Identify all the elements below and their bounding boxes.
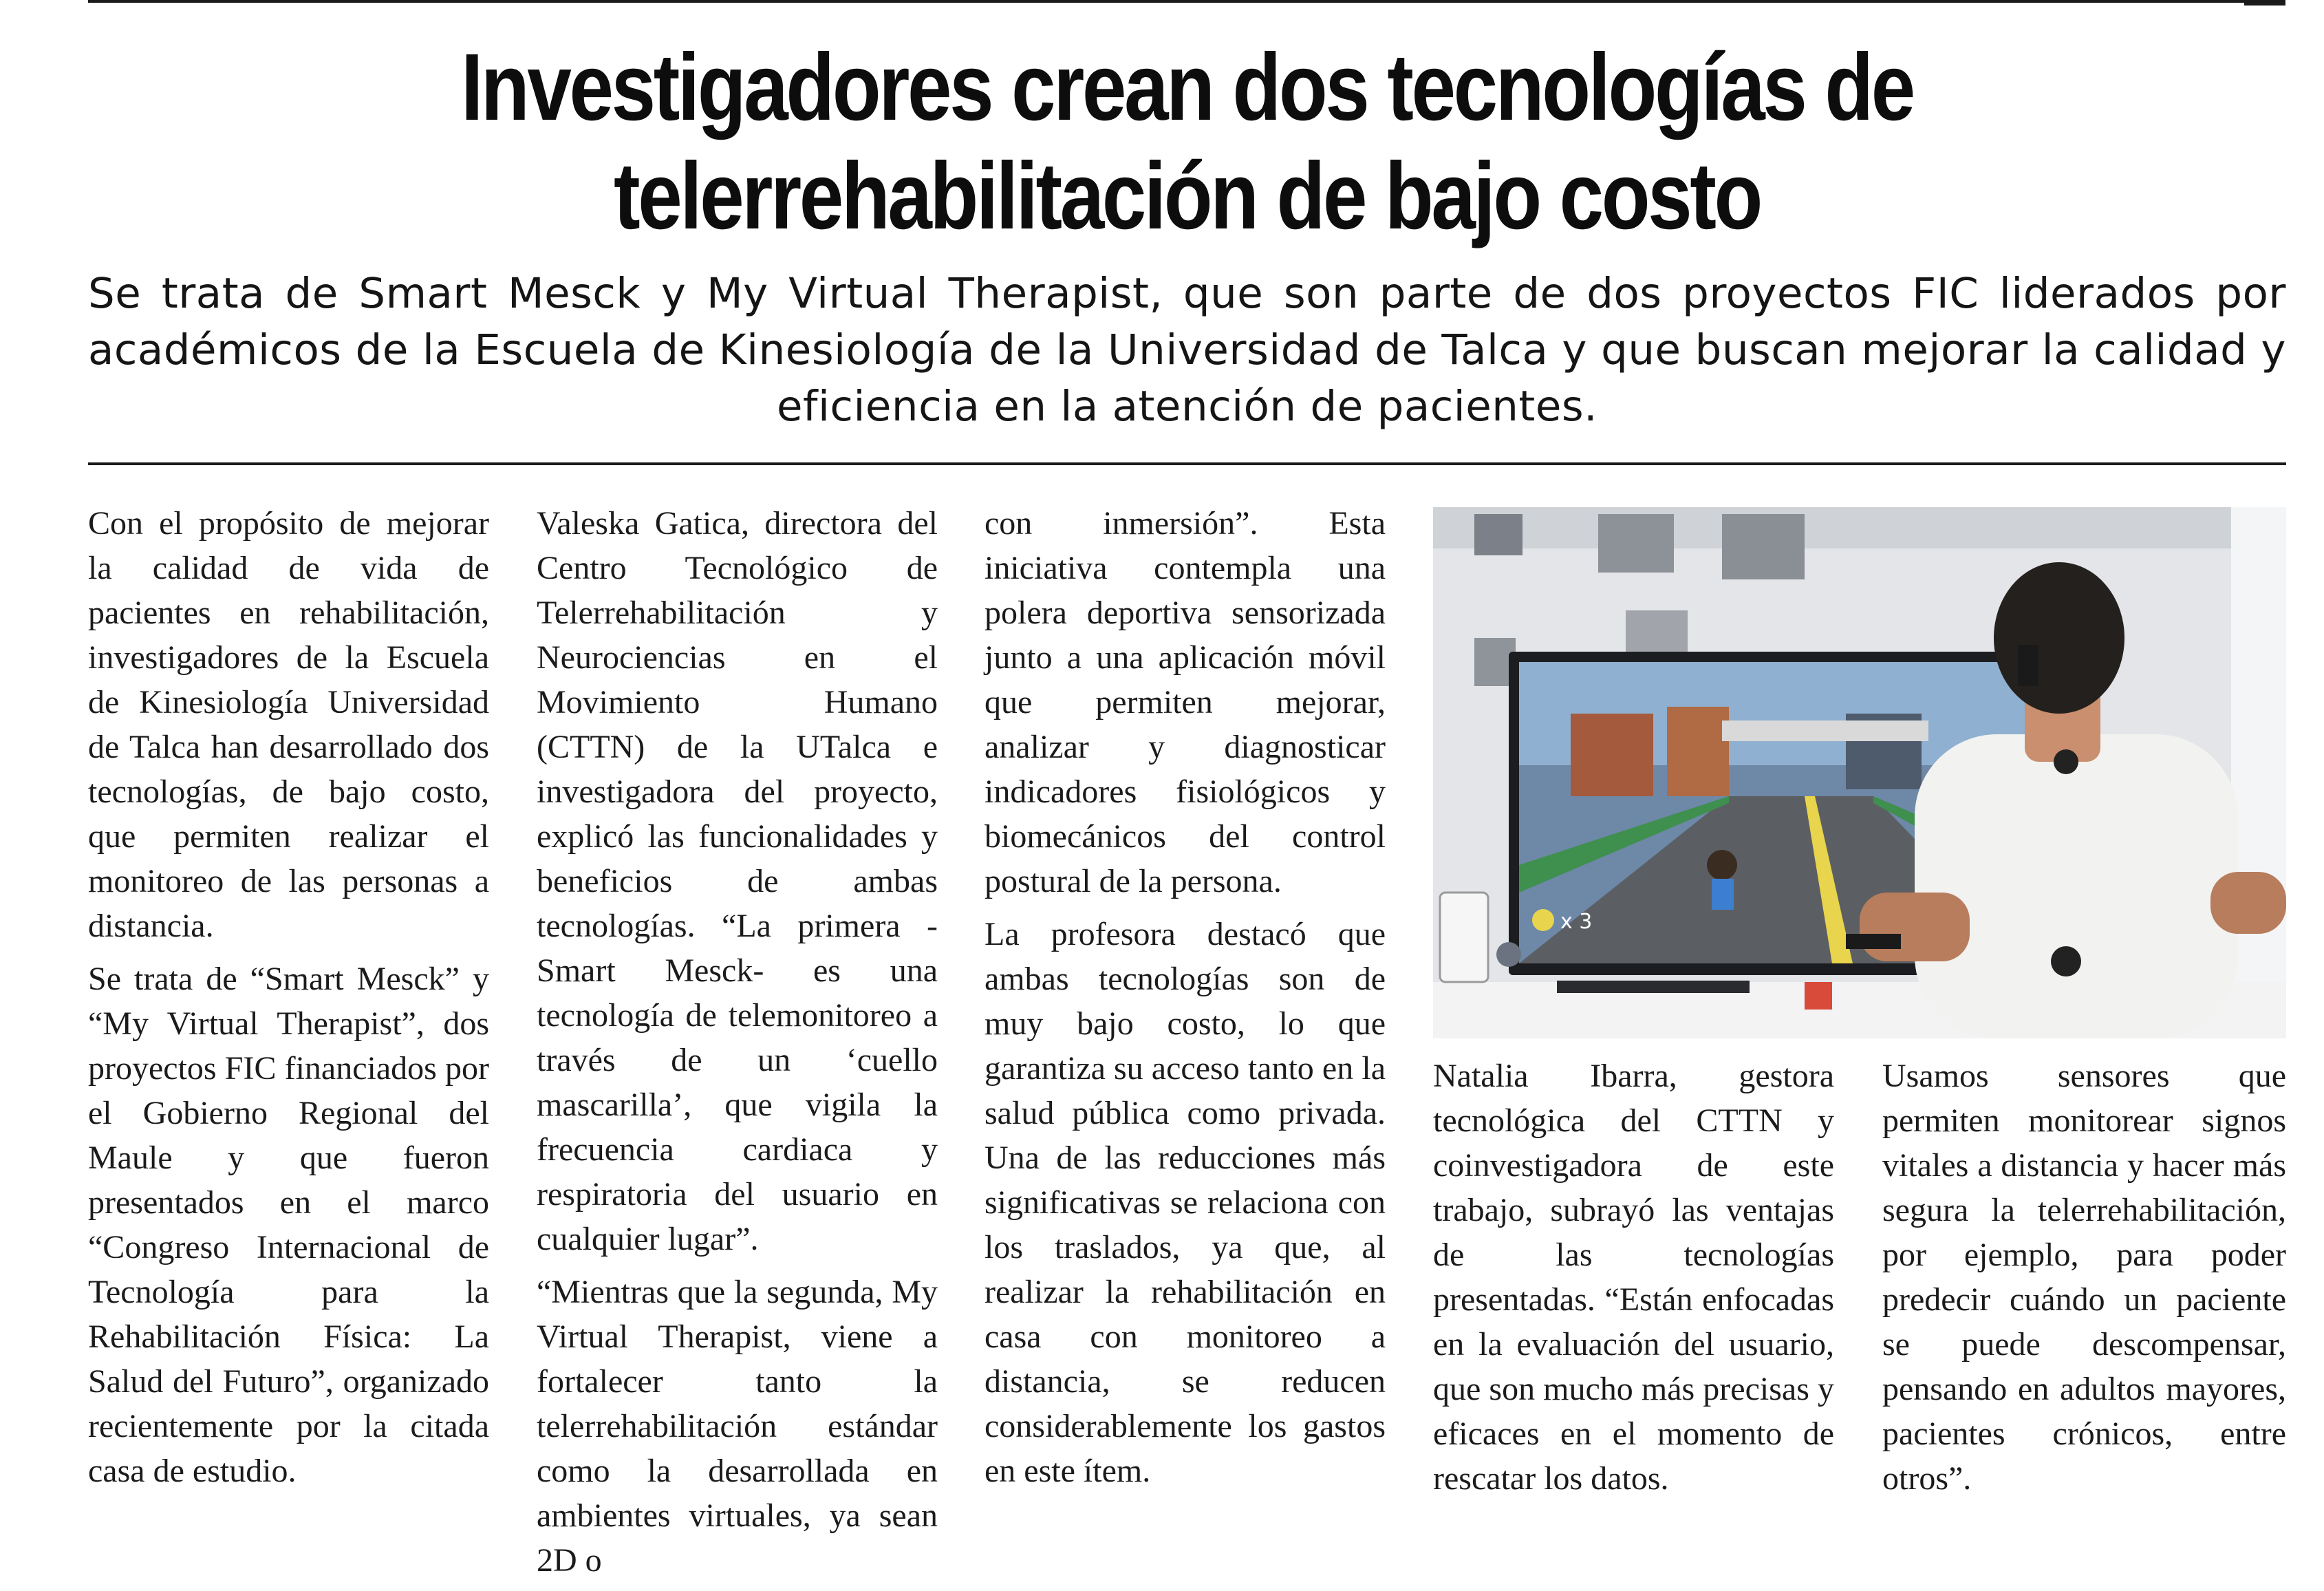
game-counter: x 3 [1560, 910, 1593, 934]
paragraph: Con el propósito de mejorar la calidad de vida de pacientes en rehabilitación, investigadores de la Escuela de Kinesiología Universidad de Talca han desarrollado dos tecnologías, de bajo costo, que permiten realizar el monitoreo de las personas a distancia. [88, 505, 489, 944]
article-column-5 [1882, 1054, 2286, 1509]
paragraph: Se trata de “Smart Mesck” y “My Virtual Therapist”, dos proyectos FIC financiados por el Gobierno Regional del Maule y que fueron presentados en el marco “Congreso Internacional de Tecnología para la Rehabilitación Física: La Salud del Futuro”, organizado recientemente por la citada casa de estudio. [88, 961, 489, 1489]
paragraph: “Mientras que la segunda, My Virtual Therapist, viene a fortalecer tanto la telerrehabilitación estándar como la desarrollada en ambientes virtuales, ya sean 2D o [537, 1274, 938, 1579]
paragraph: Natalia Ibarra, gestora tecnológica del CTTN y coinvestigadora de este trabajo, subrayó las ventajas de las tecnologías presentadas. “Están enfocadas en la evaluación del usuario, que son mucho más precisas y eficaces en el momento de rescatar los datos. [1433, 1058, 1834, 1497]
article-photo [1433, 507, 2286, 1038]
headline-line-2: telerrehabilitación de bajo costo [614, 143, 1761, 249]
article-column-4 [1433, 1054, 1834, 1509]
section-divider [88, 462, 2286, 465]
article-column-2 [537, 501, 938, 1591]
paragraph: La profesora destacó que ambas tecnologías son de muy bajo costo, lo que garantiza su acceso tanto en la salud pública como privada. Una de las reducciones más significativas se relaciona con los traslados, ya que, al realizar la rehabilitación en casa con monitoreo a distancia, se reducen considerablemente los gastos en este ítem. [985, 916, 1386, 1489]
top-rule [88, 0, 2285, 3]
paragraph: Usamos sensores que permiten monitorear signos vitales a distancia y hacer más segura la telerrehabilitación, por ejemplo, para poder predecir cuándo un paciente se puede descompensar, pensando en adultos mayores, pacientes crónicos, entre otros”. [1882, 1058, 2286, 1497]
paragraph: Valeska Gatica, directora del Centro Tecnológico de Telerrehabilitación y Neurociencias en el Movimiento Humano (CTTN) de la UTalca e investigadora del proyecto, explicó las funcionalidades y beneficios de ambas tecnologías. “La primera -Smart Mesck- es una tecnología de telemonitoreo a través de un ‘cuello mascarilla’, que vigila la frecuencia cardiaca y respiratoria del usuario en cualquier lugar”. [537, 505, 938, 1257]
photo-illustration [1433, 507, 2286, 1038]
headline-line-1: Investigadores crean dos tecnologías de [461, 34, 1913, 140]
subheadline: Se trata de Smart Mesck y My Virtual Therapist, que son parte de dos proyectos FIC liderados por académicos de la Escuela de Kinesiología de la Universidad de Talca y que buscan mejorar la calidad y eficiencia en la atención de pacientes. [88, 269, 2286, 431]
top-rule-accent [2244, 0, 2285, 6]
article-column-3 [985, 501, 1386, 1502]
paragraph: con inmersión”. Esta iniciativa contempla una polera deportiva sensorizada junto a una aplicación móvil que permiten mejorar, analizar y diagnosticar indicadores fisiológicos y biomecánicos del control postural de la persona. [985, 505, 1386, 899]
article-column-1 [88, 501, 489, 1502]
headline [264, 33, 2111, 250]
